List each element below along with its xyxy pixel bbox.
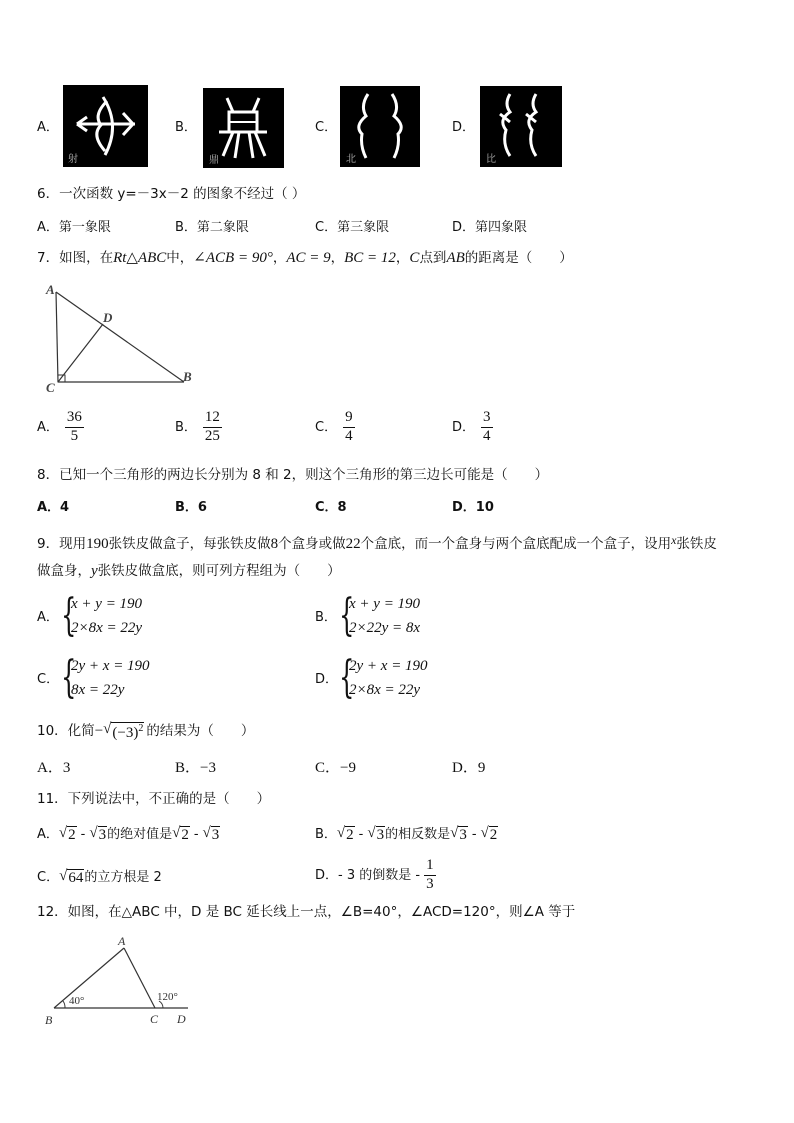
q5-c-caption: 北 — [346, 154, 356, 165]
q9-option-a-letter: A． — [37, 610, 59, 625]
q12-label-c: C — [150, 1012, 159, 1026]
q8-option-a: A．4 — [37, 500, 70, 515]
q5-option-b-letter: B． — [175, 120, 197, 135]
two-figures-side-icon — [480, 86, 562, 167]
q7-option-a: A． $\frac{36}{5}$ — [37, 409, 82, 444]
q9-stem-line1: 9．现用190张铁皮做盒子，每张铁皮做8个盒身或做22个盒底，而一个盒身与两个盒底配成一个盒子，设用x张铁皮 — [37, 533, 717, 552]
q9-option-c-eq2: 8x = 22y — [71, 682, 125, 698]
q5-option-d-letter: D． — [452, 120, 476, 135]
q11-option-c: C． √ 64 的立方根是 2 — [37, 868, 162, 886]
q6-option-d: D．第四象限 — [452, 220, 528, 235]
q7-label-b: B — [183, 369, 192, 384]
q8-option-c: C．8 — [315, 500, 347, 515]
q5-option-a-letter: A． — [37, 120, 59, 135]
q9-option-d-brace: { — [339, 652, 355, 703]
q9-option-a-brace: { — [61, 590, 77, 641]
q7-label-c: C — [46, 380, 55, 394]
q8-stem: 8．已知一个三角形的两边长分别为 8 和 2，则这个三角形的第三边长可能是（ ） — [37, 467, 549, 483]
q5-d-caption: 比 — [486, 154, 496, 165]
q9-option-a-eq2: 2×8x = 22y — [71, 620, 143, 636]
q12-label-d: D — [177, 1012, 186, 1026]
q9-option-d-eq2: 2×8x = 22y — [349, 682, 421, 698]
q12-stem: 12．如图，在△ABC 中，D 是 BC 延长线上一点，∠B=40°，∠ACD=120°，则∠A 等于 — [37, 904, 576, 920]
q11-option-d: D． - 3 的倒数是 - $\frac{1}{3}$ — [315, 857, 434, 892]
q11-option-a: A． √ 2 - √ 3 的绝对值是 √ 2 - √ 3 — [37, 825, 220, 843]
q12-angle-b-label: 40° — [69, 995, 85, 1007]
q9-option-c-letter: C． — [37, 672, 60, 687]
q10-sqrt-expression: √ $(-3)^2$ — [103, 721, 144, 741]
q11-stem: 11．下列说法中，不正确的是（ ） — [37, 791, 271, 807]
q12-angle-acd-label: 120° — [157, 991, 178, 1003]
q9-option-b-eq2: 2×22y = 8x — [349, 620, 421, 636]
q5-option-c-letter: C． — [315, 120, 338, 135]
tripod-glyph-icon — [203, 88, 284, 168]
q10-option-d: D．9 — [452, 760, 486, 776]
q9-option-d-letter: D． — [315, 672, 339, 687]
q7-stem: 7．如图，在Rt△ABC中，∠ACB = 90°，AC = 9，BC = 12，C点到AB的距离是（ ） — [37, 250, 573, 266]
q8-option-d: D．10 — [452, 500, 494, 515]
bow-arrow-glyph-icon — [63, 85, 148, 167]
q6-option-a: A．第一象限 — [37, 220, 111, 235]
q9-option-b-eq1: x + y = 190 — [349, 596, 421, 612]
q7-label-d: D — [103, 310, 113, 325]
q10-option-a: A．3 — [37, 760, 71, 776]
q9-option-b-letter: B． — [315, 610, 337, 625]
q6-option-b: B．第二象限 — [175, 220, 249, 235]
q11-option-b: B． √ 2 - √ 3 的相反数是 √ 3 - √ 2 — [315, 825, 498, 843]
q7-triangle-figure — [40, 282, 210, 394]
q5-a-caption: 射 — [68, 154, 78, 165]
two-figures-back-icon — [340, 86, 420, 167]
q9-option-c-brace: { — [61, 652, 77, 703]
q9-option-a-eq1: x + y = 190 — [71, 596, 143, 612]
q12-triangle-figure — [38, 932, 198, 1028]
q12-label-a: A — [118, 934, 126, 948]
q6-stem: 6．一次函数 y=－3x－2 的图象不经过（ ） — [37, 186, 306, 202]
q7-label-a: A — [46, 282, 55, 297]
q6-option-c: C．第三象限 — [315, 220, 390, 235]
q7-option-c: C． $\frac{9}{4}$ — [315, 409, 353, 444]
q10-option-b: B．−3 — [175, 760, 216, 776]
q9-stem-line2: 做盒身，y张铁皮做盒底，则可列方程组为（ ） — [37, 563, 341, 579]
q5-b-caption: 鼎 — [209, 155, 219, 166]
q7-option-b: B． $\frac{12}{25}$ — [175, 409, 220, 444]
q10-stem: 10．化简 − √ $(-3)^2$ 的结果为（ ） — [37, 721, 255, 741]
q9-option-b-brace: { — [339, 590, 355, 641]
q8-option-b: B．6 — [175, 500, 207, 515]
q12-label-b: B — [45, 1013, 53, 1027]
q9-option-c-eq1: 2y + x = 190 — [71, 658, 150, 674]
q7-option-d: D． $\frac{3}{4}$ — [452, 409, 491, 444]
q10-option-c: C．−9 — [315, 760, 356, 776]
q9-option-d-eq1: 2y + x = 190 — [349, 658, 428, 674]
